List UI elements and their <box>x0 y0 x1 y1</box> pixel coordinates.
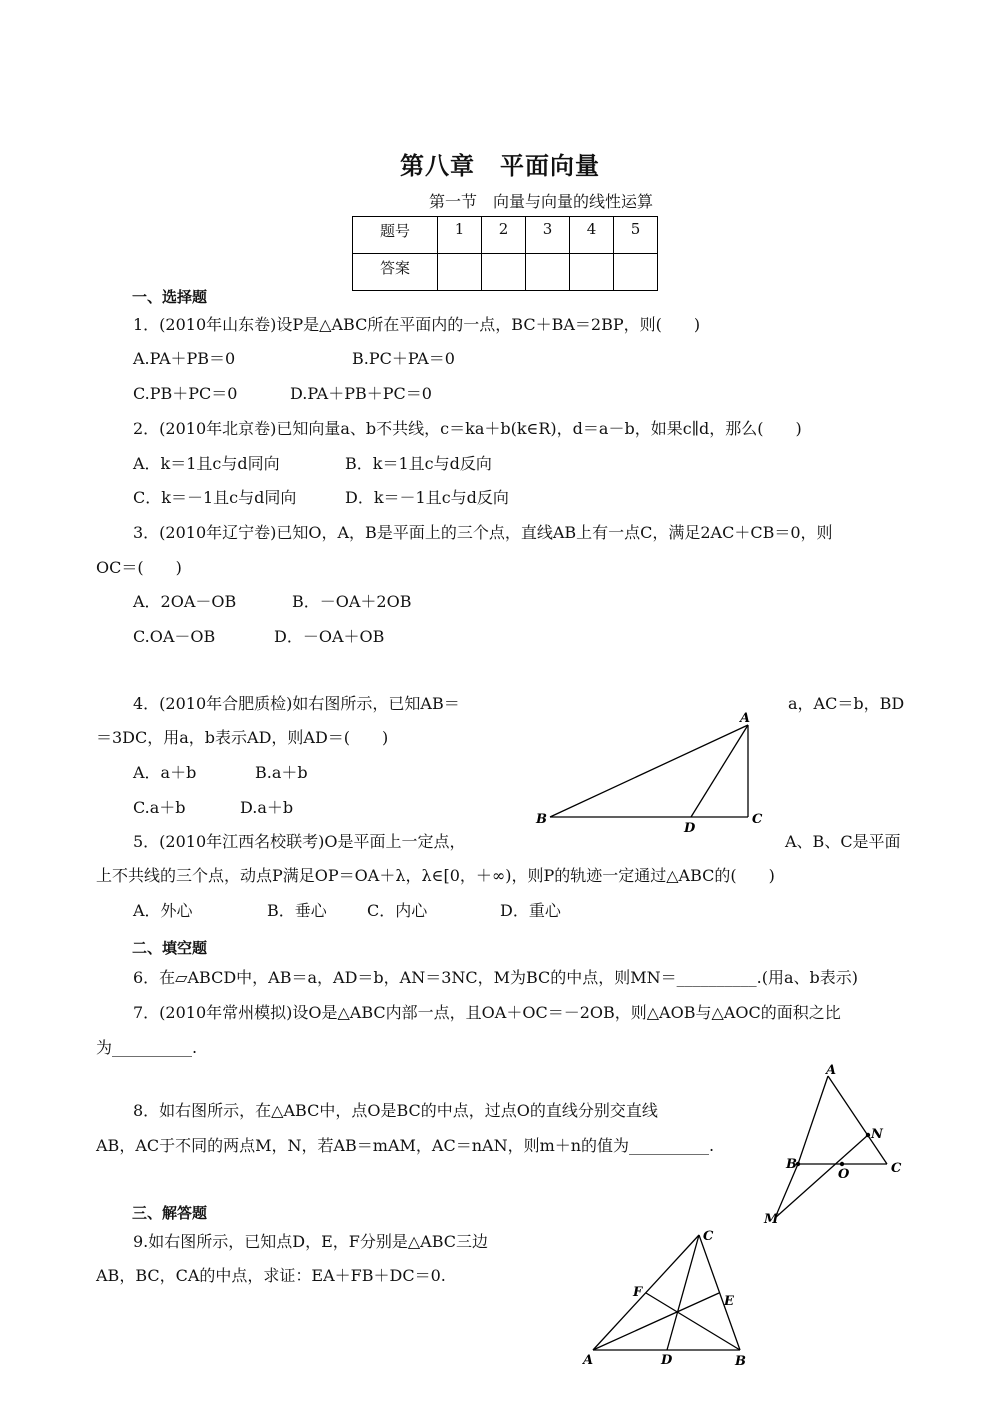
q3-stem-line1: 3．(2010年辽宁卷)已知O，A，B是平面上的三个点，直线AB上有一点C，满足2AC＋CB＝0，则 <box>133 523 833 542</box>
q7-stem-line2: 为__________. <box>96 1038 198 1057</box>
q9-stem-line2: AB，BC，CA的中点，求证：EA＋FB＋DC＝0. <box>96 1266 446 1285</box>
q1-option-b: B.PC＋PA＝0 <box>352 349 455 368</box>
q3-option-d: D．－OA＋OB <box>274 627 385 646</box>
label-b: B <box>786 1157 797 1172</box>
point-n <box>866 1133 870 1137</box>
label-a: A <box>583 1353 594 1368</box>
answer-cell[interactable] <box>526 254 570 291</box>
q8-stem-line1: 8．如右图所示，在△ABC中，点O是BC的中点，过点O的直线分别交直线 <box>133 1101 658 1120</box>
q5-stem-line2: 上不共线的三个点，动点P满足OP＝OA＋λ，λ∈[0，＋∞)，则P的轨迹一定通过△ABC的( ) <box>96 866 775 885</box>
label-c: C <box>703 1229 714 1244</box>
q9-stem-line1: 9.如右图所示，已知点D，E，F分别是△ABC三边 <box>133 1232 489 1251</box>
q4-option-a: A．a＋b <box>133 763 197 782</box>
label-f: F <box>633 1285 643 1300</box>
label-o: O <box>838 1167 850 1182</box>
label-d: D <box>661 1353 673 1368</box>
answer-table-answer-row <box>353 254 658 291</box>
section-heading-fill: 二、填空题 <box>132 939 208 957</box>
q5-option-c: C．内心 <box>367 901 428 920</box>
q4-stem-line2: ＝3DC，用a，b表示AD，则AD＝( ) <box>96 728 389 747</box>
q3-option-c: C.OA－OB <box>133 627 216 646</box>
q4-option-b: B.a＋b <box>255 763 308 782</box>
label-m: M <box>764 1212 779 1227</box>
section-title: 第一节 向量与向量的线性运算 <box>429 192 654 211</box>
q5-option-a: A．外心 <box>133 901 193 920</box>
label-a: A <box>740 711 751 726</box>
q5-option-b: B．垂心 <box>267 901 327 920</box>
segment-ab <box>798 1076 828 1164</box>
section-heading-choice: 一、选择题 <box>132 288 208 306</box>
q2-option-b: B．k＝1且c与d反向 <box>345 454 492 473</box>
q5-stem-line1-left: 5．(2010年江西名校联考)O是平面上一定点， <box>133 832 466 851</box>
q9-triangle-figure <box>575 1226 755 1371</box>
answer-cell[interactable] <box>438 254 482 291</box>
q4-option-c: C.a＋b <box>133 798 186 817</box>
label-e: E <box>724 1294 734 1309</box>
q3-option-b: B．－OA＋2OB <box>292 592 412 611</box>
q4-stem-line1-right: a，AC＝b，BD <box>788 694 905 713</box>
median-ae <box>593 1293 719 1350</box>
q5-stem-line1-right: A、B、C是平面 <box>785 832 901 851</box>
q2-option-a: A．k＝1且c与d同向 <box>133 454 280 473</box>
label-c: C <box>891 1161 902 1176</box>
table-cell: 5 <box>614 217 658 254</box>
table-cell: 3 <box>526 217 570 254</box>
q2-option-d: D．k＝－1且c与d反向 <box>345 488 509 507</box>
table-cell: 1 <box>438 217 482 254</box>
q8-triangle-figure <box>760 1062 910 1227</box>
q2-stem: 2．(2010年北京卷)已知向量a、b不共线，c＝ka＋b(k∈R)，d＝a－b，如果c∥d，那么( ) <box>133 419 802 438</box>
q7-stem-line1: 7．(2010年常州模拟)设O是△ABC内部一点，且OA＋OC＝－2OB，则△AOB与△AOC的面积之比 <box>133 1003 841 1022</box>
label-b: B <box>536 812 547 827</box>
table-cell: 2 <box>482 217 526 254</box>
q1-option-a: A.PA＋PB＝0 <box>133 349 236 368</box>
answer-table <box>352 216 658 291</box>
segment-ab <box>550 725 748 817</box>
label-a: A <box>826 1063 837 1078</box>
answer-cell[interactable] <box>482 254 526 291</box>
q5-option-d: D．重心 <box>500 901 561 920</box>
table-cell: 4 <box>570 217 614 254</box>
q3-stem-line2: OC＝( ) <box>96 558 182 577</box>
segment-cb <box>699 1235 740 1350</box>
q1-option-c: C.PB＋PC＝0 <box>133 384 238 403</box>
q6-stem: 6．在▱ABCD中，AB＝a，AD＝b，AN＝3NC，M为BC的中点，则MN＝__________.(用a、b表示) <box>133 968 859 987</box>
segment-ac <box>828 1076 887 1164</box>
q4-triangle-figure <box>530 705 770 840</box>
q8-stem-line2: AB，AC于不同的两点M，N，若AB＝mAM，AC＝nAN，则m＋n的值为__________. <box>96 1136 715 1155</box>
q2-option-c: C．k＝－1且c与d同向 <box>133 488 297 507</box>
section-heading-solve: 三、解答题 <box>132 1204 208 1222</box>
q4-stem-line1-left: 4．(2010年合肥质检)如右图所示，已知AB＝ <box>133 694 460 713</box>
label-b: B <box>735 1354 746 1369</box>
segment-bm <box>775 1164 798 1218</box>
label-n: N <box>871 1127 883 1142</box>
table-cell: 答案 <box>353 254 438 291</box>
segment-mn <box>775 1135 868 1218</box>
answer-cell[interactable] <box>614 254 658 291</box>
q1-stem: 1．(2010年山东卷)设P是△ABC所在平面内的一点，BC＋BA＝2BP，则( ) <box>133 315 701 334</box>
label-d: D <box>684 821 696 836</box>
q3-option-a: A．2OA－OB <box>133 592 237 611</box>
answer-table-header-row <box>353 217 658 254</box>
point-o <box>840 1162 844 1166</box>
label-c: C <box>752 812 763 827</box>
q1-option-d: D.PA＋PB＋PC＝0 <box>290 384 432 403</box>
answer-cell[interactable] <box>570 254 614 291</box>
chapter-title: 第八章 平面向量 <box>400 152 600 180</box>
q4-option-d: D.a＋b <box>240 798 294 817</box>
table-cell: 题号 <box>353 217 438 254</box>
